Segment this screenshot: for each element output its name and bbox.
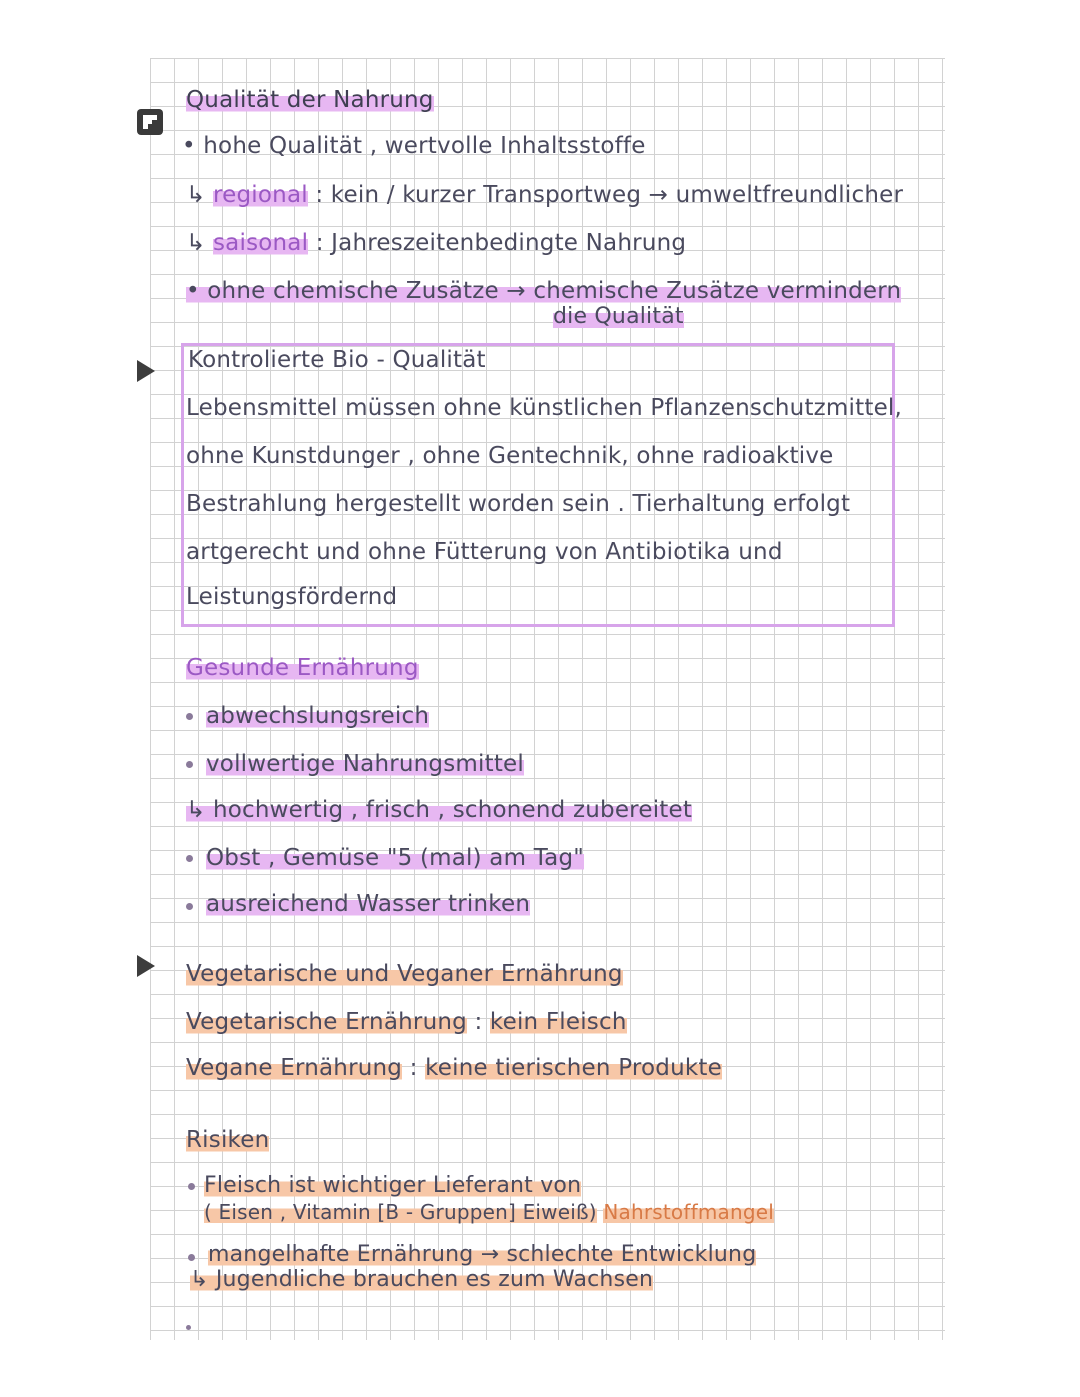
arrow-prefix: ↳ [186,230,206,256]
line-text: ( Eisen , Vitamin [B - Gruppen] Eiweiß) [204,1200,597,1224]
term-saisonal: saisonal [213,230,309,256]
line-text: ohne Kunstdunger , ohne Gentechnik, ohne radioaktive [186,443,834,469]
bio-line [186,583,397,611]
section-title-vegetarian [186,960,623,988]
healthy-item [206,890,530,918]
quality-line-1 [182,132,646,160]
line-text: • hohe Qualität , wertvolle Inhaltsstoffe [182,133,646,159]
bullet-icon [188,1254,195,1261]
line-text: Bestrahlung hergestellt worden sein . Tierhaltung erfolgt [186,491,851,517]
bio-line [186,442,834,470]
bullet-icon [186,713,193,720]
quality-line-4 [186,277,901,305]
item-text: Obst , Gemüse "5 (mal) am Tag" [206,845,585,871]
arrow-prefix: ↳ [186,182,206,208]
risks-line [190,1266,653,1294]
line-text: die Qualität [553,304,684,329]
risks-line [204,1172,581,1200]
bio-line [186,394,902,422]
line-text: • ohne chemische Zusätze → chemische Zusätze vermindern [186,278,902,304]
line-text: Lebensmittel müssen ohne künstlichen Pflanzenschutzmittel, [186,395,903,421]
heading-text: Kontrolierte Bio - Qualität [188,347,486,373]
term-value: kein Fleisch [489,1009,627,1035]
line-text: artgerecht und ohne Fütterung von Antibiotika und [186,539,783,565]
heading-text: Qualität der Nahrung [186,87,434,113]
quality-line-2 [186,181,903,209]
line-text: Leistungsfördernd [186,584,398,610]
term-nutrient-deficiency: Nahrstoffmangel [603,1200,775,1224]
play-marker-icon [137,360,155,382]
section-title-quality [186,86,434,114]
bullet-icon [186,761,193,768]
term-label: Vegetarische Ernährung [186,1009,467,1035]
play-marker-icon [137,955,155,977]
vegetarian-line [186,1008,627,1036]
risks-line [204,1198,774,1226]
item-text: ausreichend Wasser trinken [206,891,531,917]
quality-line-3 [186,229,686,257]
line-text: : kein / kurzer Transportweg → umweltfreundlicher [315,182,904,208]
healthy-item [206,844,584,872]
bio-line [186,490,850,518]
bio-line [186,538,783,566]
healthy-item [186,796,692,824]
healthy-item [206,702,429,730]
app-logo-icon [137,109,163,135]
section-title-bio [188,346,486,374]
term-regional: regional [213,182,308,208]
line-text: ↳ Jugendliche brauchen es zum Wachsen [190,1267,654,1292]
bullet-icon [186,1325,191,1330]
line-text: mangelhafte Ernährung → schlechte Entwicklung [208,1242,757,1267]
term-label: Vegane Ernährung [186,1055,403,1081]
section-title-healthy [186,654,419,682]
line-text: Fleisch ist wichtiger Lieferant von [204,1173,582,1198]
separator: : [474,1009,483,1035]
section-title-risks [186,1126,269,1154]
heading-text: Vegetarische und Veganer Ernährung [186,961,623,987]
quality-line-5 [553,303,684,331]
heading-text: Risiken [186,1127,270,1153]
line-text: : Jahreszeitenbedingte Nahrung [315,230,687,256]
risks-line [208,1241,756,1269]
bullet-icon [186,855,193,862]
heading-text: Gesunde Ernährung [186,655,419,681]
healthy-item [206,750,524,778]
bullet-icon [188,1183,195,1190]
item-text: ↳ hochwertig , frisch , schonend zubereitet [186,797,693,823]
item-text: vollwertige Nahrungsmittel [206,751,524,777]
bullet-icon [186,903,193,910]
separator: : [409,1055,418,1081]
item-text: abwechslungsreich [206,703,430,729]
term-value: keine tierischen Produkte [425,1055,722,1081]
vegan-line [186,1054,722,1082]
